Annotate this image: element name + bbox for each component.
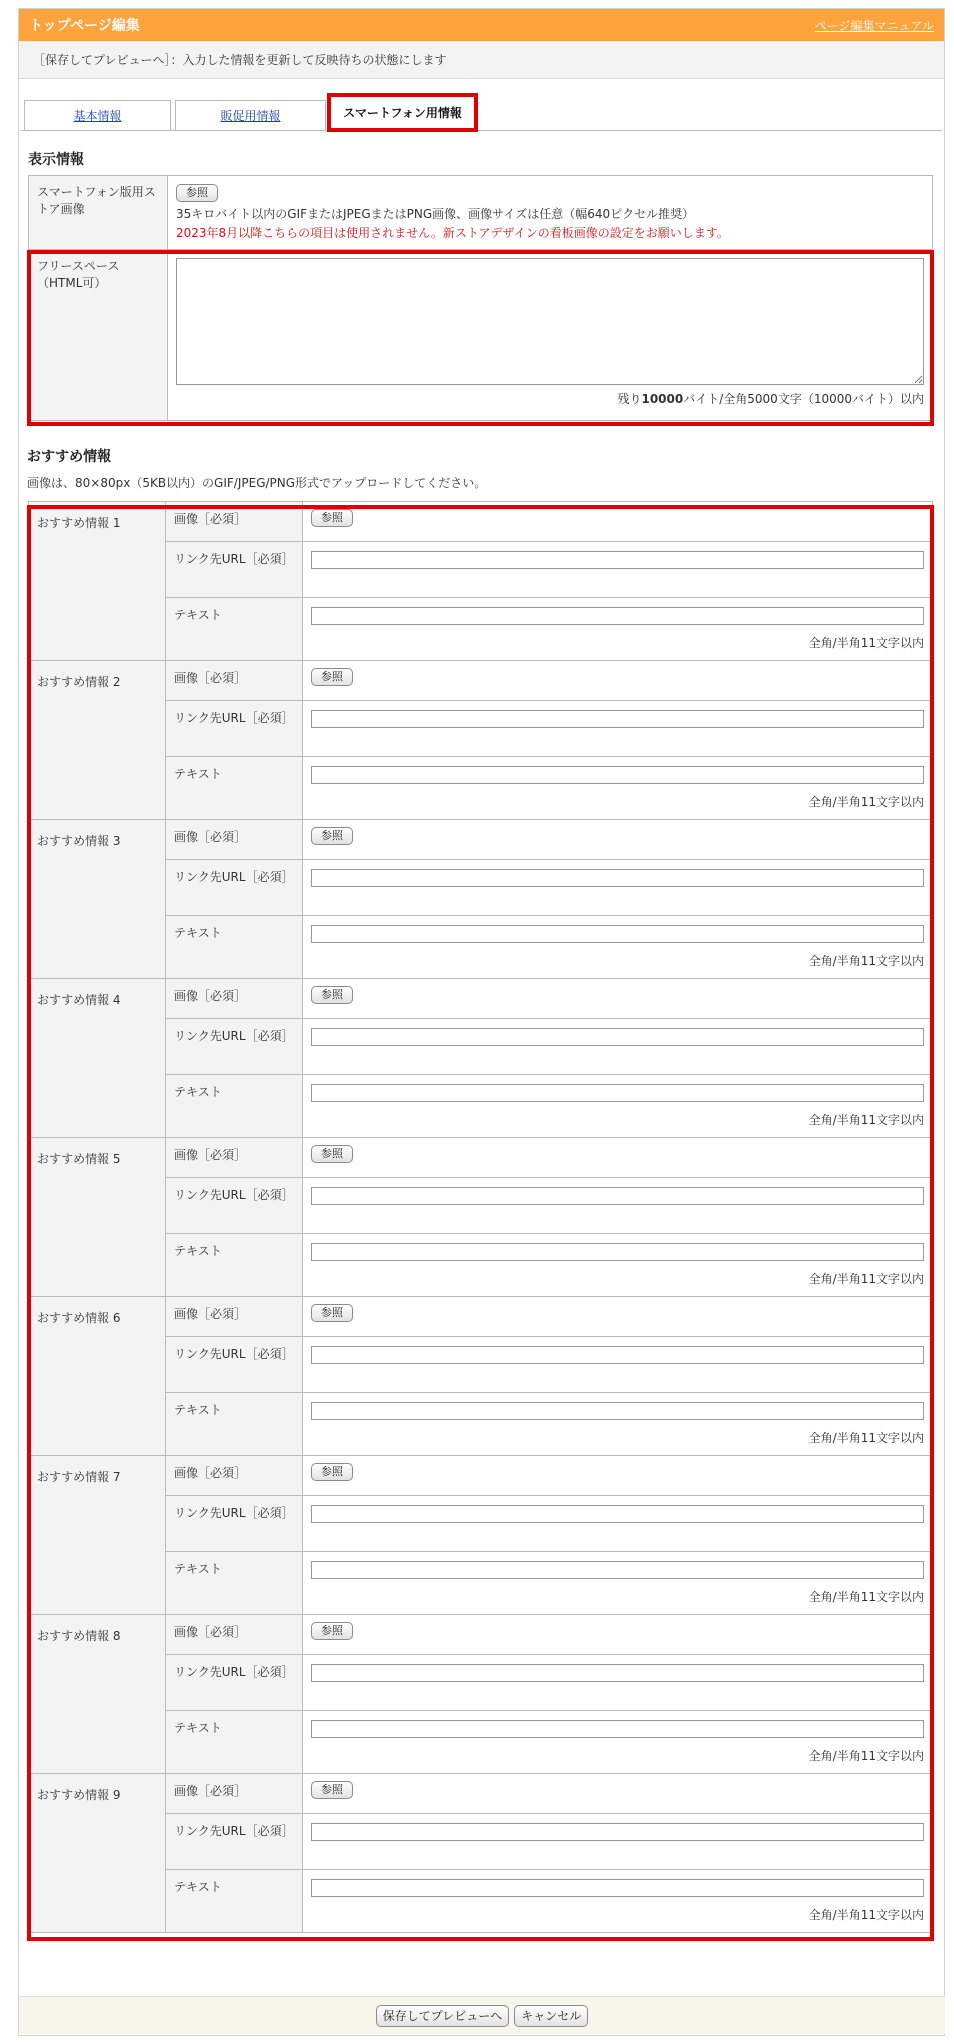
link-field-label: リンク先URL［必須］ (166, 701, 303, 757)
text-hint: 全角/半角11文字以内 (808, 795, 924, 809)
text-input[interactable] (311, 1243, 924, 1261)
save-preview-button[interactable]: 保存してプレビューへ (376, 2005, 510, 2027)
display-section-title: 表示情報 (28, 152, 84, 168)
image-field-label: 画像［必須］ (166, 1615, 303, 1655)
recommend-item-label: おすすめ情報 1 (29, 502, 166, 661)
free-space-counter (176, 390, 924, 407)
link-cell (303, 701, 933, 757)
text-cell (303, 1870, 933, 1933)
image-cell (303, 502, 933, 542)
image-field-label: 画像［必須］ (166, 1456, 303, 1496)
text-input[interactable] (311, 1084, 924, 1102)
recommend-browse-button[interactable]: 参照 (311, 1781, 353, 1799)
text-cell (303, 1393, 933, 1456)
store-image-browse-button[interactable]: 参照 (176, 184, 218, 202)
link-field-label: リンク先URL［必須］ (166, 1655, 303, 1711)
recommend-section-title: おすすめ情報 (27, 449, 112, 465)
recommend-item-label: おすすめ情報 2 (29, 661, 166, 820)
text-field-label: テキスト (166, 598, 303, 661)
text-cell (303, 1552, 933, 1615)
recommend-browse-button[interactable]: 参照 (311, 668, 353, 686)
recommend-browse-button[interactable]: 参照 (311, 509, 353, 527)
text-field-label: テキスト (166, 1870, 303, 1933)
link-field-label: リンク先URL［必須］ (166, 1178, 303, 1234)
tab-basic-info[interactable]: 基本情報 (24, 100, 171, 130)
free-space-textarea[interactable] (176, 258, 924, 385)
text-input[interactable] (311, 607, 924, 625)
text-field-label: テキスト (166, 1711, 303, 1774)
text-input[interactable] (311, 1402, 924, 1420)
tab-bar (21, 79, 942, 131)
text-hint: 全角/半角11文字以内 (808, 1908, 924, 1922)
link-url-input[interactable] (311, 1028, 924, 1046)
text-hint: 全角/半角11文字以内 (808, 636, 924, 650)
text-field-label: テキスト (166, 916, 303, 979)
text-field-label: テキスト (166, 1552, 303, 1615)
link-cell (303, 1814, 933, 1870)
image-cell (303, 1774, 933, 1814)
text-input[interactable] (311, 925, 924, 943)
text-input[interactable] (311, 766, 924, 784)
link-field-label: リンク先URL［必須］ (166, 1337, 303, 1393)
recommend-item-label: おすすめ情報 3 (29, 820, 166, 979)
cancel-button[interactable]: キャンセル (514, 2005, 588, 2027)
link-url-input[interactable] (311, 551, 924, 569)
store-image-cell (168, 176, 933, 250)
counter-suffix: バイト/全角5000文字（10000バイト）以内 (683, 392, 924, 406)
image-cell (303, 1456, 933, 1496)
text-cell (303, 1711, 933, 1774)
page-title: トップページ編集 (29, 18, 140, 34)
recommend-browse-button[interactable]: 参照 (311, 1145, 353, 1163)
image-field-label: 画像［必須］ (166, 502, 303, 542)
free-space-label: フリースペース（HTML可） (29, 250, 168, 421)
image-cell (303, 1297, 933, 1337)
link-cell (303, 1496, 933, 1552)
recommend-item-label: おすすめ情報 5 (29, 1138, 166, 1297)
link-cell (303, 1178, 933, 1234)
text-hint: 全角/半角11文字以内 (808, 1272, 924, 1286)
recommend-browse-button[interactable]: 参照 (311, 986, 353, 1004)
text-cell (303, 1075, 933, 1138)
text-cell (303, 598, 933, 661)
link-field-label: リンク先URL［必須］ (166, 1496, 303, 1552)
store-image-label: スマートフォン版用ストア画像 (29, 176, 168, 250)
text-hint: 全角/半角11文字以内 (808, 1749, 924, 1763)
recommend-item-label: おすすめ情報 4 (29, 979, 166, 1138)
recommend-item-label: おすすめ情報 8 (29, 1615, 166, 1774)
link-url-input[interactable] (311, 1823, 924, 1841)
link-cell (303, 1337, 933, 1393)
tab-smartphone-info[interactable]: スマートフォン用情報 (327, 93, 478, 132)
recommend-item-label: おすすめ情報 7 (29, 1456, 166, 1615)
image-field-label: 画像［必須］ (166, 1138, 303, 1178)
manual-link[interactable]: ページ編集マニュアル (814, 18, 934, 33)
text-hint: 全角/半角11文字以内 (808, 1113, 924, 1127)
recommend-item-label: おすすめ情報 6 (29, 1297, 166, 1456)
link-url-input[interactable] (311, 1505, 924, 1523)
page-header (19, 9, 944, 41)
text-input[interactable] (311, 1879, 924, 1897)
tab-promo-info[interactable]: 販促用情報 (175, 100, 326, 130)
text-input[interactable] (311, 1720, 924, 1738)
recommend-browse-button[interactable]: 参照 (311, 827, 353, 845)
link-url-input[interactable] (311, 869, 924, 887)
image-cell (303, 1615, 933, 1655)
link-cell (303, 860, 933, 916)
recommend-note: 画像は、80×80px（5KB以内）のGIF/JPEG/PNG形式でアップロードしてください。 (27, 476, 487, 490)
link-field-label: リンク先URL［必須］ (166, 860, 303, 916)
link-cell (303, 1019, 933, 1075)
link-field-label: リンク先URL［必須］ (166, 542, 303, 598)
recommend-table (28, 501, 933, 1933)
text-hint: 全角/半角11文字以内 (808, 1431, 924, 1445)
recommend-browse-button[interactable]: 参照 (311, 1622, 353, 1640)
link-cell (303, 1655, 933, 1711)
text-cell (303, 1234, 933, 1297)
free-space-cell (168, 250, 933, 421)
text-hint: 全角/半角11文字以内 (808, 954, 924, 968)
notice-text: ［保存してプレビューへ］：入力した情報を更新して反映待ちの状態にします (19, 41, 944, 79)
counter-prefix: 残り (617, 392, 642, 406)
image-field-label: 画像［必須］ (166, 1297, 303, 1337)
image-field-label: 画像［必須］ (166, 661, 303, 701)
text-hint: 全角/半角11文字以内 (808, 1590, 924, 1604)
store-image-desc: 35キロバイト以内のGIFまたはJPEGまたはPNG画像、画像サイズは任意（幅640ピクセル推奨） (176, 207, 695, 221)
footer-bar (19, 1996, 945, 2034)
image-field-label: 画像［必須］ (166, 1774, 303, 1814)
text-field-label: テキスト (166, 1234, 303, 1297)
image-cell (303, 1138, 933, 1178)
link-url-input[interactable] (311, 710, 924, 728)
recommend-item-label: おすすめ情報 9 (29, 1774, 166, 1933)
store-image-warning: 2023年8月以降こちらの項目は使用されません。新ストアデザインの看板画像の設定をお願いします。 (176, 226, 729, 240)
link-url-input[interactable] (311, 1346, 924, 1364)
image-cell (303, 979, 933, 1019)
image-field-label: 画像［必須］ (166, 979, 303, 1019)
recommend-browse-button[interactable]: 参照 (311, 1463, 353, 1481)
image-cell (303, 820, 933, 860)
link-cell (303, 542, 933, 598)
text-cell (303, 757, 933, 820)
link-field-label: リンク先URL［必須］ (166, 1019, 303, 1075)
display-table (28, 175, 933, 421)
link-url-input[interactable] (311, 1664, 924, 1682)
link-url-input[interactable] (311, 1187, 924, 1205)
text-field-label: テキスト (166, 1075, 303, 1138)
text-cell (303, 916, 933, 979)
text-field-label: テキスト (166, 757, 303, 820)
text-input[interactable] (311, 1561, 924, 1579)
image-field-label: 画像［必須］ (166, 820, 303, 860)
link-field-label: リンク先URL［必須］ (166, 1814, 303, 1870)
text-field-label: テキスト (166, 1393, 303, 1456)
image-cell (303, 661, 933, 701)
counter-bytes: 10000 (641, 392, 684, 406)
recommend-browse-button[interactable]: 参照 (311, 1304, 353, 1322)
